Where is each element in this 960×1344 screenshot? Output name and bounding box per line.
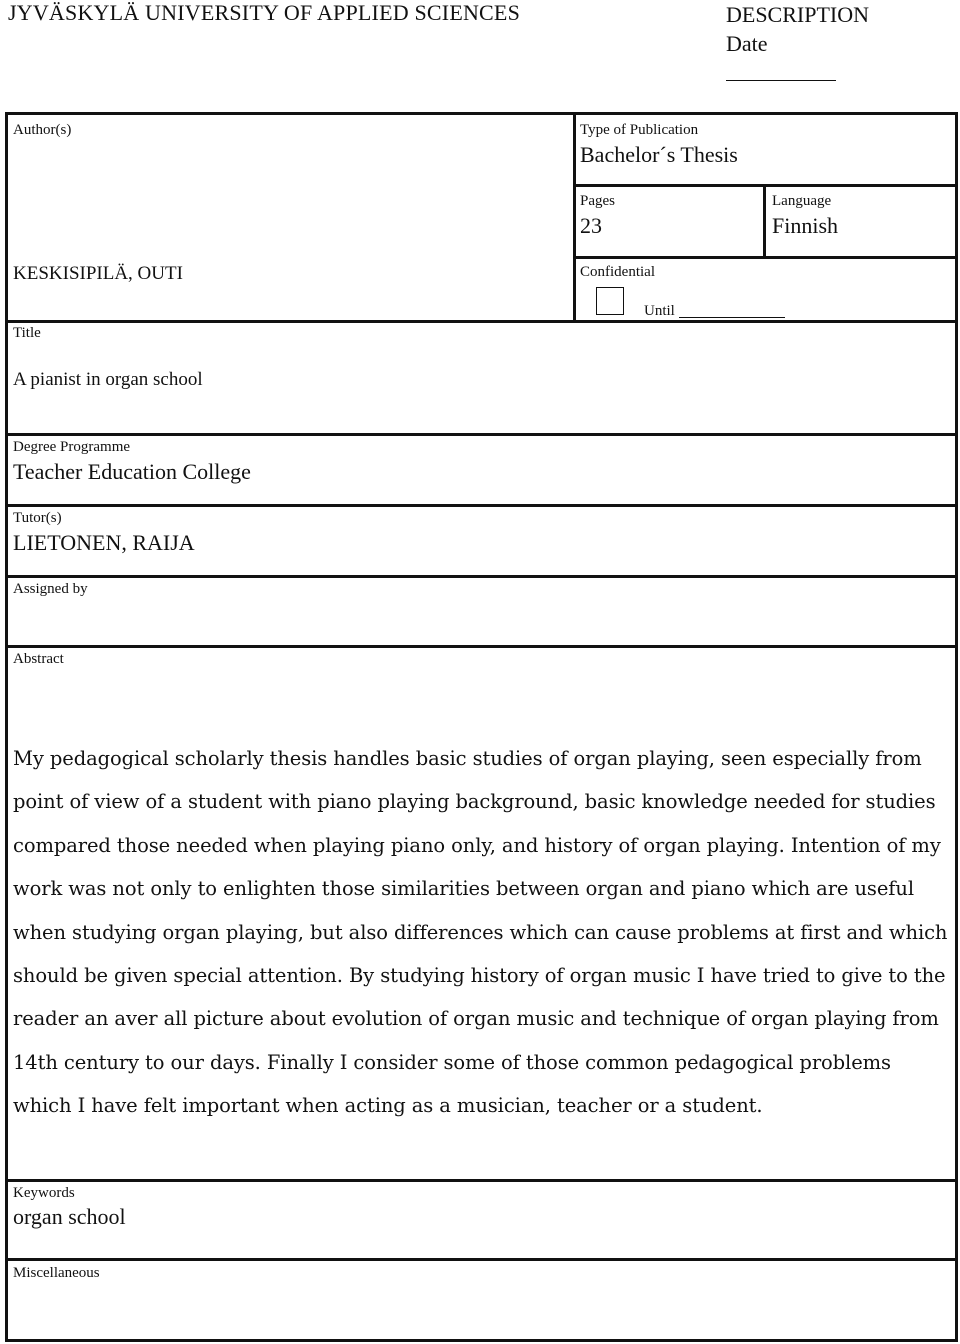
divider: [573, 256, 958, 259]
confidential-checkbox[interactable]: [596, 287, 624, 315]
abstract-label: Abstract: [13, 651, 64, 667]
date-label: Date: [726, 31, 768, 56]
miscellaneous-label: Miscellaneous: [13, 1265, 100, 1281]
keywords-value: organ school: [13, 1204, 126, 1229]
divider: [8, 1258, 958, 1261]
institution-name: JYVÄSKYLÄ UNIVERSITY OF APPLIED SCIENCES: [8, 0, 521, 25]
header-right: [726, 0, 869, 81]
keywords-label: Keywords: [13, 1185, 75, 1201]
title-label: Title: [13, 325, 41, 341]
pages-value: 23: [580, 213, 602, 238]
divider: [8, 320, 958, 323]
tutors-value: LIETONEN, RAIJA: [13, 530, 195, 555]
authors-value: KESKISIPILÄ, OUTI: [13, 263, 183, 284]
divider: [8, 1179, 958, 1182]
title-value: A pianist in organ school: [13, 369, 203, 390]
pages-label: Pages: [580, 193, 615, 209]
language-label: Language: [772, 193, 832, 209]
divider: [8, 645, 958, 648]
divider: [8, 575, 958, 578]
authors-label: Author(s): [13, 122, 72, 138]
abstract-text: My pedagogical scholarly thesis handles basic studies of organ playing, seen especially from point of view of a student with piano playing background, basic knowledge needed for studies compared those needed when playing piano only, and history of organ playing. Intention of my work was not only to enlighten those similarities between organ and piano which are useful when studying organ playing, but also differences which can cause problems at first and which should be given special attention. By studying history of organ music I have tried to give to the reader an aver all picture about evolution of organ music and technique of organ playing from 14th century to our days. Finally I consider some of those common pedagogical problems which I have felt important when acting as a musician, teacher or a student.: [13, 747, 948, 1118]
degree-programme-label: Degree Programme: [13, 439, 131, 455]
until-label: Until: [644, 303, 675, 319]
document-type: DESCRIPTION: [726, 2, 870, 27]
date-field[interactable]: [726, 58, 836, 81]
divider: [573, 115, 576, 321]
tutors-label: Tutor(s): [13, 510, 62, 526]
assigned-by-label: Assigned by: [13, 581, 88, 597]
confidential-label: Confidential: [580, 264, 655, 280]
divider: [763, 184, 766, 256]
language-value: Finnish: [772, 213, 839, 238]
degree-programme-value: Teacher Education College: [13, 459, 251, 484]
divider: [8, 504, 958, 507]
description-form: [5, 112, 958, 1342]
until-field[interactable]: [679, 317, 785, 318]
publication-type-label: Type of Publication: [580, 122, 699, 138]
divider: [8, 433, 958, 436]
publication-type-value: Bachelor´s Thesis: [580, 142, 738, 167]
